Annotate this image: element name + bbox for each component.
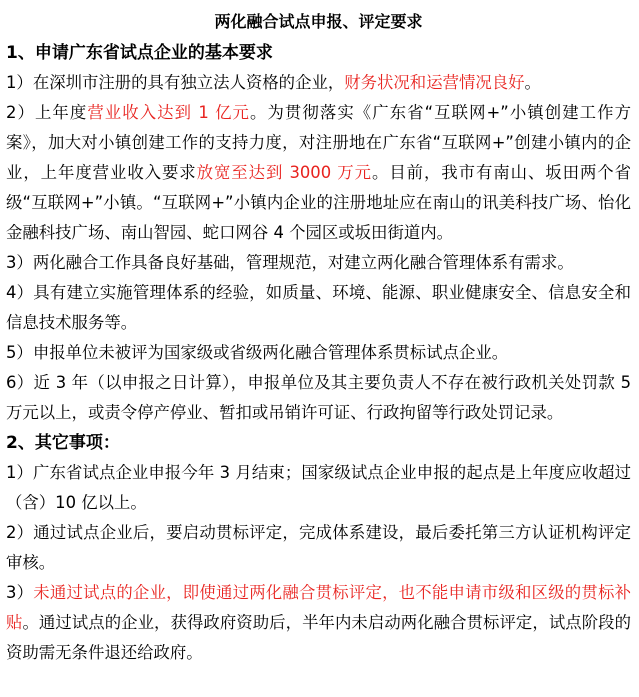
requirement-1-end: 。 bbox=[524, 73, 541, 92]
requirement-2-highlight-relaxed: 放宽至达到 3000 万元 bbox=[196, 163, 372, 182]
other-item-3-text: 。通过试点的企业，获得政府资助后，半年内未启动两化融合贯标评定，试点阶段的资助需无条件退还给政府。 bbox=[6, 613, 632, 662]
requirement-2-highlight-revenue: 营业收入达到 1 亿元 bbox=[87, 103, 251, 122]
other-item-2: 2）通过试点企业后，要启动贯标评定，完成体系建设，最后委托第三方认证机构评定审核。 bbox=[6, 523, 631, 572]
other-item-1: 1）广东省试点企业申报今年 3 月结束；国家级试点企业申报的起点是上年度应收超过（含）10 亿以上。 bbox=[6, 463, 631, 512]
other-item-3-number: 3） bbox=[6, 583, 34, 602]
requirement-3: 3）两化融合工作具备良好基础，管理规范，对建立两化融合管理体系有需求。 bbox=[6, 253, 574, 272]
requirement-6: 6）近 3 年（以申报之日计算），申报单位及其主要负责人不存在被行政机关处罚款 5 万元以上，或责令停产停业、暂扣或吊销许可证、行政拘留等行政处罚记录。 bbox=[6, 373, 631, 422]
requirement-2-text-mid: 。为贯彻落实《广东省“互联网+”小镇创建工作方案》，加大对小镇创建工作的支持力度，对注册地在广东省“互联网+”创建小镇内的企业，上年度营业收入要求 bbox=[6, 103, 631, 182]
requirement-2 bbox=[6, 98, 631, 248]
requirement-1 bbox=[6, 68, 631, 98]
requirement-2-text-end: 。目前，我市有南山、坂田两个省级“互联网+”小镇。“互联网+”小镇内企业的注册地址应在南山的讯美科技广场、怡化金融科技广场、南山智园、蛇口网谷 4 个园区或坂田街道内。 bbox=[6, 163, 632, 242]
section1-heading: 1、申请广东省试点企业的基本要求 bbox=[6, 43, 273, 63]
other-item-3 bbox=[6, 578, 631, 668]
requirement-5: 5）申报单位未被评为国家级或省级两化融合管理体系贯标试点企业。 bbox=[6, 343, 509, 362]
document-title: 两化融合试点申报、评定要求 bbox=[214, 12, 423, 31]
requirement-4: 4）具有建立实施管理体系的经验，如质量、环境、能源、职业健康安全、信息安全和信息技术服务等。 bbox=[6, 283, 631, 332]
requirement-1-highlight: 财务状况和运营情况良好 bbox=[344, 73, 525, 92]
other-item-3-highlight: 未通过试点的企业，即使通过两化融合贯标评定，也不能申请市级和区级的贯标补贴 bbox=[6, 583, 631, 632]
requirement-1-text: 1）在深圳市注册的具有独立法人资格的企业， bbox=[6, 73, 345, 92]
section2-heading: 2、其它事项： bbox=[6, 433, 120, 453]
requirement-2-text: 2）上年度 bbox=[6, 103, 88, 122]
